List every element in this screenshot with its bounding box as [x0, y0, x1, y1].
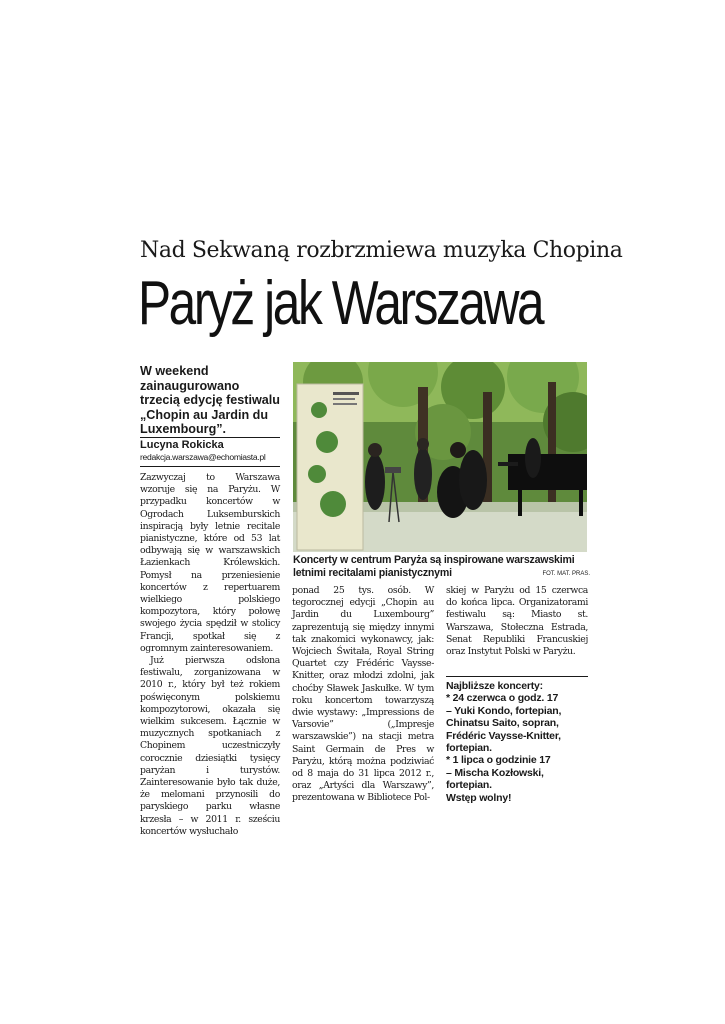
column-3 — [446, 585, 588, 658]
concert-entry: * 1 lipca o godzinie 17 — [446, 754, 551, 767]
lead-rule — [140, 437, 280, 438]
author-name: Lucyna Rokicka — [140, 439, 224, 451]
paragraph: Już pierwsza odsłona festiwalu, zorganizowana w 2010 r., który był też rokiem poświęconym polskiemu kompozytorowi, okazała się wielkim sukcesem. Łącznie w muzycznych spotkaniach z Chopinem uczestniczyły corocznie dziesiątki tysięcy paryżan i turystów. Zainteresowanie było tak duże, że melomani przynosili do paryskiego parku własne krzesła – w 2011 r. sześciu koncertów wysłuchało — [140, 655, 280, 837]
concerts-rule — [446, 676, 588, 677]
kicker: Nad Sekwaną rozbrzmiewa muzyka Chopina — [140, 238, 623, 263]
paragraph: skiej w Paryżu od 15 czerwca do końca lipca. Organizatorami festiwalu są: Miasto st. Warszawa, Stołeczna Estrada, Senat Republiki Francuskiej oraz Instytut Polski w Paryżu. — [446, 585, 588, 658]
paragraph: ponad 25 tys. osób. W tegorocznej edycji „Chopin au Jardin du Luxembourg” zaprezentują się między innymi tak znakomici wykonawcy, jak: Wojciech Świtała, Royal String Quartet czy Frédéric Vaysse-Knitter, oraz młodzi zdolni, jak choćby Sławek Jaskułke. W tym roku koncertom towarzyszą dwie wystawy: „Impressions de Varsovie” („Impresje warszawskie”) na stacji metra Saint Germain de Pres w Paryżu, którą można podziwiać od 8 maja do 31 lipca 2012 r., oraz „Artyści dla Warszawy”, prezentowana w Bibliotece Pol- — [292, 585, 434, 804]
concerts-title: Najbliższe koncerty: — [446, 680, 543, 692]
concert-photo — [293, 362, 587, 552]
concert-entry: – Mischa Kozłowski, fortepian. — [446, 766, 544, 792]
paragraph: Zazwyczaj to Warszawa wzoruje się na Paryżu. W przypadku koncertów w Ogrodach Luksemburskich inspiracją były letnie recitale pianistyczne, które od 53 lat odbywają się w warszawskich Łazienkach Królewskich. Pomysł na przeniesienie koncertów z repertuarem wielkiego polskiego kompozytora, który połowę swojego życia spędził w stolicy Francji, spotkał się z ogromnym zainteresowaniem. — [140, 472, 280, 654]
column-1 — [140, 472, 280, 838]
photo-caption: Koncerty w centrum Paryża są inspirowane warszawskimi letnimi recitalami pianistycznymi — [293, 554, 575, 579]
photo-credit: FOT. MAT. PRAS. — [542, 571, 590, 577]
concerts-box — [446, 680, 588, 804]
headline: Paryż jak Warszawa — [138, 269, 543, 338]
concert-entry: – Yuki Kondo, fortepian, Chinatsu Saito, sopran, Frédéric Vaysse-Knitter, fortepian. — [446, 704, 562, 755]
column-2 — [292, 585, 434, 805]
concert-entry: * 24 czerwca o godz. 17 — [446, 692, 559, 705]
author-rule — [140, 466, 280, 467]
lead: W weekend zainaugurowano trzecią edycję festiwalu „Chopin au Jardin du Luxembourg”. — [140, 364, 280, 437]
free-entry-note: Wstęp wolny! — [446, 791, 512, 804]
author-email[interactable]: redakcja.warszawa@echomiasta.pl — [140, 452, 266, 462]
